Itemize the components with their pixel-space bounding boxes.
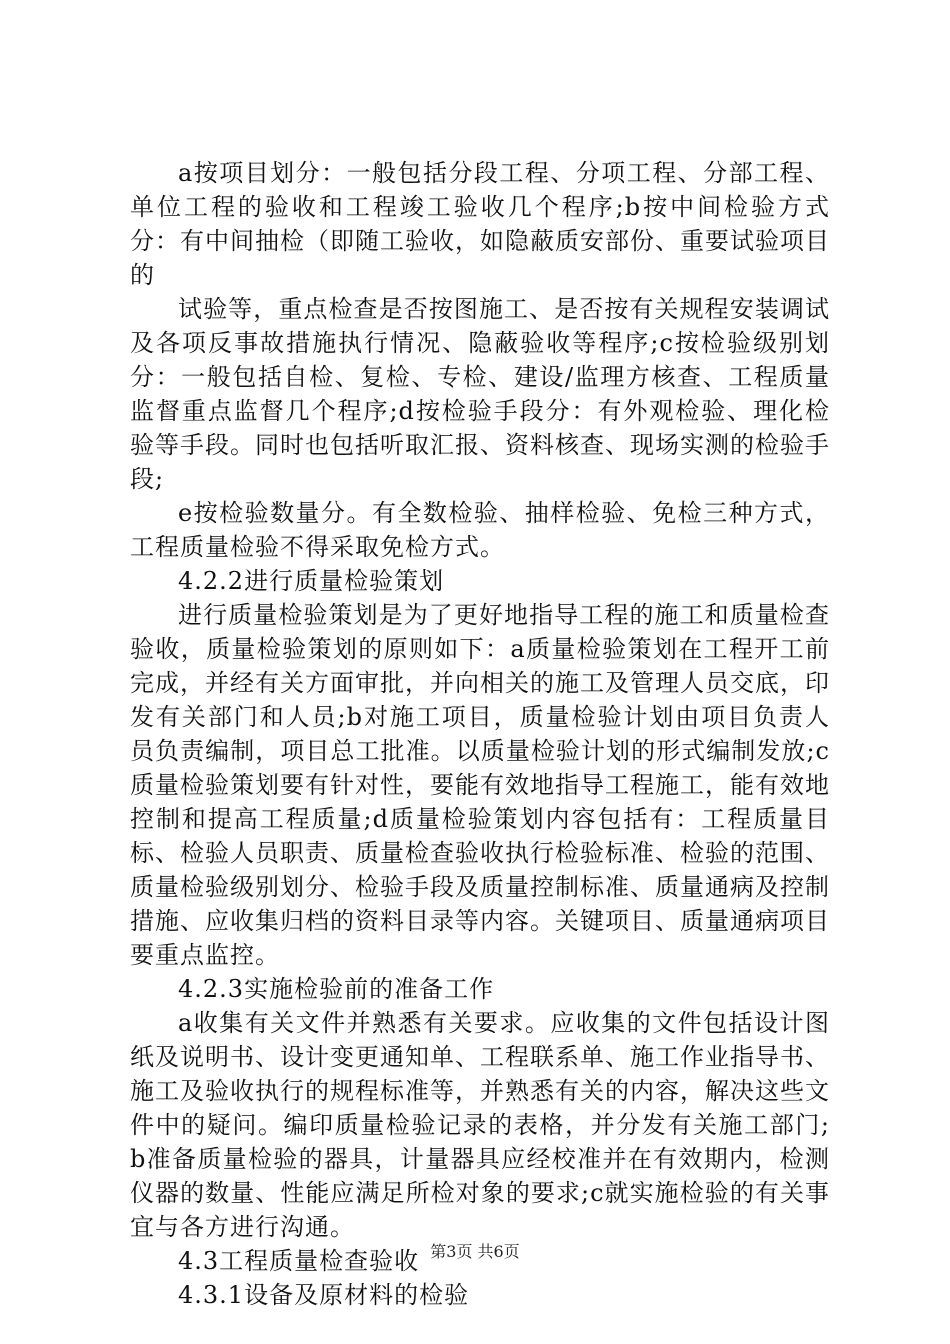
section-heading: 4.2.3实施检验前的准备工作	[178, 975, 495, 1003]
paragraph: a收集有关文件并熟悉有关要求。应收集的文件包括设计图纸及说明书、设计变更通知单、工程联系单、施工作业指导书、施工及验收执行的规程标准等，并熟悉有关的内容，解决这些文件中的疑问。编印质量检验记录的表格，并分发有关施工部门;b准备质量检验的器具，计量器具应经校准并在有效期内，检测仪器的数量、性能应满足所检对象的要求;c就实施检验的有关事宜与各方进行沟通。	[130, 1009, 830, 1241]
page-number: 第3页 共6页	[430, 1242, 520, 1261]
document-body	[130, 156, 830, 1312]
paragraph: a按项目划分：一般包括分段工程、分项工程、分部工程、单位工程的验收和工程竣工验收几个程序;b按中间检验方式分：有中间抽检（即随工验收，如隐蔽质安部份、重要试验项目的	[130, 159, 830, 289]
section-heading: 4.3.1设备及原材料的检验	[178, 1281, 470, 1309]
paragraph: 试验等，重点检查是否按图施工、是否按有关规程安装调试及各项反事故措施执行情况、隐蔽验收等程序;c按检验级别划分：一般包括自检、复检、专检、建设/监理方核查、工程质量监督重点监督几个程序;d按检验手段分：有外观检验、理化检验等手段。同时也包括听取汇报、资料核查、现场实测的检验手段;	[130, 295, 830, 493]
page-footer	[0, 1242, 950, 1262]
paragraph: e按检验数量分。有全数检验、抽样检验、免检三种方式，工程质量检验不得采取免检方式。	[130, 499, 830, 561]
section-heading: 4.3工程质量检查验收	[178, 1247, 420, 1275]
paragraph: 进行质量检验策划是为了更好地指导工程的施工和质量检查验收，质量检验策划的原则如下：a质量检验策划在工程开工前完成，并经有关方面审批，并向相关的施工及管理人员交底，印发有关部门和人员;b对施工项目，质量检验计划由项目负责人员负责编制，项目总工批准。以质量检验计划的形式编制发放;c质量检验策划要有针对性，要能有效地指导工程施工，能有效地控制和提高工程质量;d质量检验策划内容包括有：工程质量目标、检验人员职责、质量检查验收执行检验标准、检验的范围、质量检验级别划分、检验手段及质量控制标准、质量通病及控制措施、应收集归档的资料目录等内容。关键项目、质量通病项目要重点监控。	[130, 601, 830, 969]
section-heading: 4.2.2进行质量检验策划	[178, 567, 445, 595]
